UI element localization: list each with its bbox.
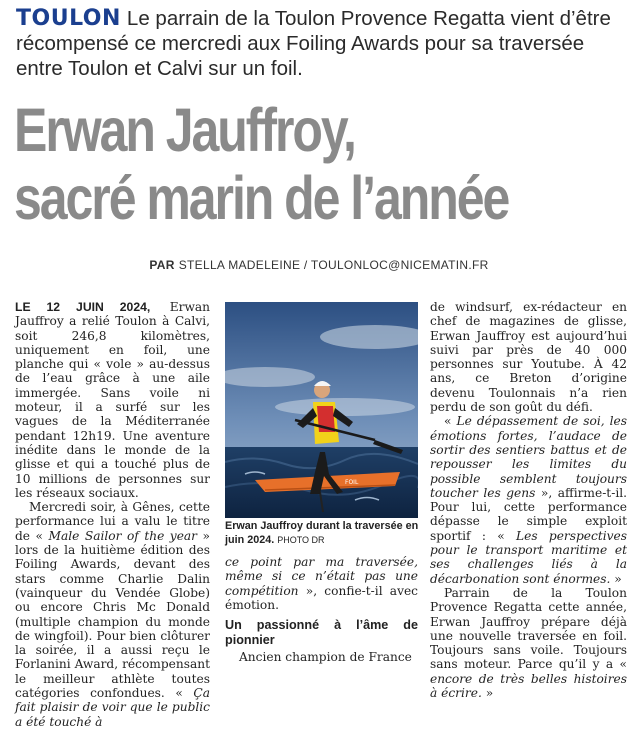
quote-text: Les perspectives pour le transport maritime et ses challenges liés à la décarbonation sont énormes. [430,528,627,586]
quote-text: Male Sailor of the year [48,528,198,543]
article-column-3 [430,300,627,700]
paragraph-text: » [614,571,622,586]
paragraph [430,586,627,700]
photo-credit: PHOTO DR [277,534,325,545]
paragraph-text: de windsurf, ex-rédacteur en chef de magazines de glisse, Erwan Jauffroy est aujourd’hui suivi par près de 40 000 personnes sur Youtube. À 42 ans, ce Breton d’origine devenu Toulonnais n’a rien perdu de son goût du défi. [430,300,627,415]
paragraph [430,300,627,414]
paragraph [15,300,210,500]
paragraph [430,414,627,586]
paragraph-text: » [485,686,494,701]
section-subheading: Un passionné à l’âme de pionnier [225,618,418,647]
byline-prefix: PAR [149,258,175,272]
byline [0,258,638,272]
board-logo: FOIL [345,479,359,486]
photo-caption [225,520,420,547]
headline-line-1: Erwan Jauffroy, [14,96,355,164]
quote-text: ce point par ma traversée, même si ce n’était pas une compétition [225,555,418,598]
quote-text: Le dépassement de soi, les émotions fortes, l’audace de sortir des sentiers battus et de repousser les limites du possible semblent toujours toucher les gens [430,414,627,500]
paragraph-text: », confie-t-il avec émotion. [225,583,418,612]
lead-in: LE 12 JUIN 2024, [15,300,151,314]
city-label: TOULON [16,6,121,31]
quote-text: Ça fait plaisir de voir que le public a été touché à [15,686,210,729]
paragraph [225,555,418,612]
article-kicker [16,6,628,81]
kicker-text: Le parrain de la Toulon Provence Regatta vient d’être récompensé ce mercredi aux Foiling Awards pour sa traversée entre Toulon et Calvi sur un foil. [16,7,611,80]
article-column-2 [225,555,418,664]
paragraph-text: Mercredi soir, à Gênes, cette performance lui a valu le titre de « [15,500,210,543]
foil-surfer-illustration [225,302,418,518]
quote-text: encore de très belles histoires à écrire. [430,671,627,701]
headline-line-2: sacré marin de l’année [14,164,509,232]
paragraph-text: Erwan Jauffroy a relié Toulon à Calvi, soit 246,8 kilomètres, uniquement en foil, une planche qui « vole » au-dessus de l’eau grâce à une aile immergée. Sans voile ni moteur, il a surfé sur les vagues de la Méditerranée pendant 12h19. Une aventure inédite dans le monde de la glisse et qui a touché plus de 10 millions de personnes sur les réseaux sociaux. [15,300,210,500]
byline-author: STELLA MADELEINE / TOULONLOC@NICEMATIN.FR [178,258,489,272]
article-headline [14,96,518,232]
caption-text: Erwan Jauffroy durant la traversée en juin 2024. [225,520,419,546]
paragraph-text: Ancien champion de France [239,650,412,665]
paragraph [15,500,210,729]
article-column-1 [15,300,210,729]
article-photo [225,302,418,518]
paragraph-text: », affirme-t-il. Pour lui, cette performance dépasse le simple exploit sportif : « [430,485,627,543]
paragraph [225,650,418,664]
paragraph-text: « [444,414,452,429]
paragraph-text: Parrain de la Toulon Provence Regatta cette année, Erwan Jauffroy prépare déjà une nouvelle traversée en foil. Toujours sans voile. Toujours sans moteur. Parce qu’il y a « [430,585,627,672]
paragraph-text: » lors de la huitième édition des Foiling Awards, devant des stars comme Charlie Dalin (vainqueur du Vendée Globe) ou encore Chris Mc Donald (multiple champion du monde de wingfoil). Pour bien clôturer la soirée, il a aussi reçu le Forlanini Award, récompensant le meilleur athlète toutes catégories confondues. « [15,528,210,701]
cloud [275,398,415,416]
